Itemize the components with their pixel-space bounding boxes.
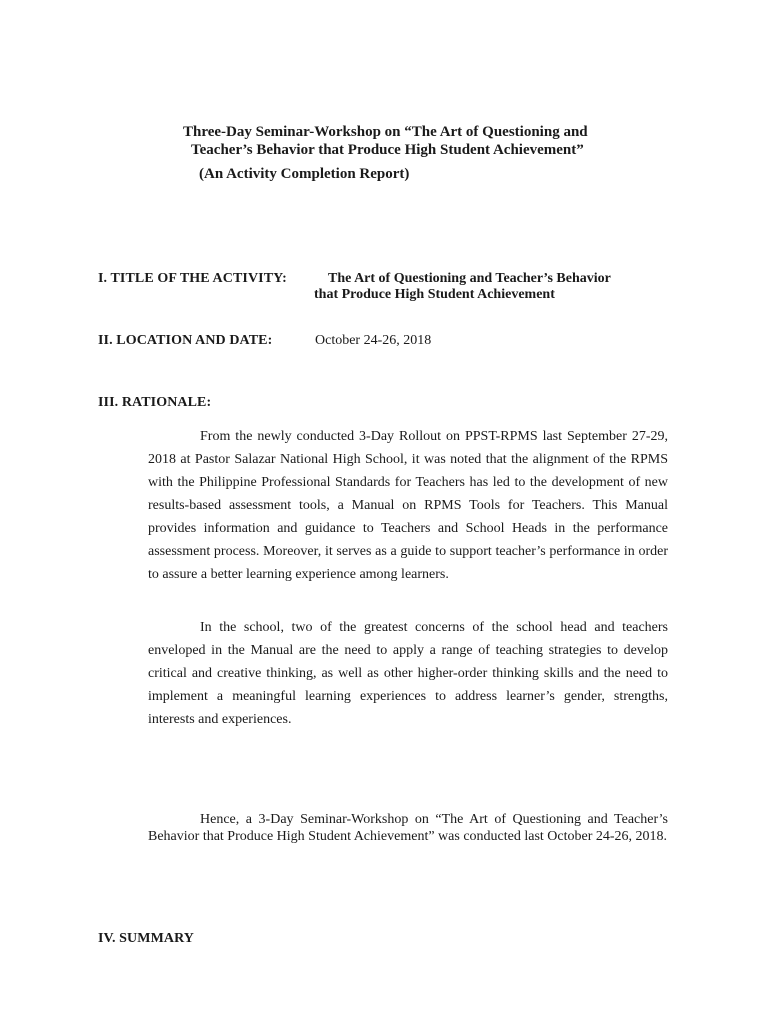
- rationale-paragraph-2: In the school, two of the greatest concerns of the school head and teachers enveloped in the Manual are the need to apply a range of teaching strategies to develop critical and creative thinking, as well as other higher-order thinking skills and the need to implement a meaningful learning experiences to address learner’s gender, strengths, interests and experiences.: [148, 620, 668, 727]
- activity-title-line-2: that Produce High Student Achievement: [314, 287, 555, 302]
- section-location-heading: II. LOCATION AND DATE:: [98, 333, 273, 348]
- activity-title-line-1: The Art of Questioning and Teacher’s Behavior: [328, 271, 611, 286]
- document-title-line-1: Three-Day Seminar-Workshop on “The Art of Questioning and: [183, 124, 588, 140]
- section-summary-heading: IV. SUMMARY: [98, 931, 195, 946]
- location-date-value: October 24-26, 2018: [315, 333, 432, 348]
- section-title-heading: I. TITLE OF THE ACTIVITY:: [98, 271, 287, 286]
- document-subtitle: (An Activity Completion Report): [199, 166, 410, 182]
- section-rationale-heading: III. RATIONALE:: [98, 395, 212, 410]
- rationale-paragraph-3: Hence, a 3-Day Seminar-Workshop on “The Art of Questioning and Teacher’s Behavior that Produce High Student Achievement” was conducted last October 24-26, 2018.: [148, 812, 668, 844]
- rationale-paragraph-1: From the newly conducted 3-Day Rollout on PPST-RPMS last September 27-29, 2018 at Pastor Salazar National High School, it was noted that the alignment of the RPMS with the Philippine Professional Standards for Teachers has led to the development of new results-based assessment tools, a Manual on RPMS Tools for Teachers. This Manual provides information and guidance to Teachers and School Heads in the performance assessment process. Moreover, it serves as a guide to support teacher’s performance in order to assure a better learning experience among learners.: [148, 429, 668, 582]
- document-title-line-2: Teacher’s Behavior that Produce High Student Achievement”: [191, 142, 584, 158]
